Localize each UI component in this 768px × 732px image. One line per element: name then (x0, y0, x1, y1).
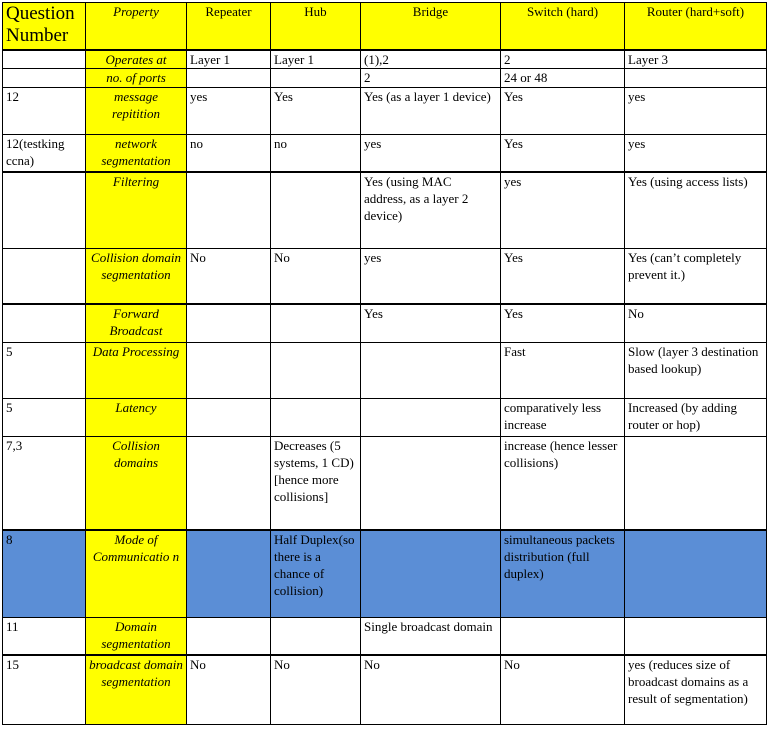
router-cell: Slow (layer 3 destination based lookup) (625, 342, 767, 398)
repeater-cell: no (187, 134, 271, 172)
question-number-cell (3, 50, 86, 69)
question-number-cell: 7,3 (3, 436, 86, 530)
router-cell: Yes (using access lists) (625, 172, 767, 248)
hub-cell: Layer 1 (271, 50, 361, 69)
switch-cell: Yes (501, 304, 625, 342)
bridge-cell (361, 530, 501, 617)
question-number-cell (3, 248, 86, 304)
repeater-cell: No (187, 655, 271, 724)
table-row (3, 87, 767, 134)
table-row (3, 134, 767, 172)
bridge-cell: Yes (as a layer 1 device) (361, 87, 501, 134)
hub-cell: Decreases (5 systems, 1 CD) [hence more collisions] (271, 436, 361, 530)
repeater-cell: Layer 1 (187, 50, 271, 69)
hub-cell (271, 398, 361, 436)
router-cell: Yes (can’t completely prevent it.) (625, 248, 767, 304)
property-cell: message repitition (86, 87, 187, 134)
header-repeater: Repeater (187, 3, 271, 50)
property-cell: no. of ports (86, 68, 187, 87)
bridge-cell (361, 342, 501, 398)
device-comparison-table (2, 2, 767, 725)
router-cell: yes (reduces size of broadcast domains as a result of segmentation) (625, 655, 767, 724)
repeater-cell (187, 304, 271, 342)
hub-cell (271, 617, 361, 655)
header-row (3, 3, 767, 50)
question-number-cell (3, 304, 86, 342)
hub-cell (271, 68, 361, 87)
repeater-cell: No (187, 248, 271, 304)
repeater-cell (187, 530, 271, 617)
router-cell (625, 617, 767, 655)
bridge-cell: yes (361, 134, 501, 172)
bridge-cell: No (361, 655, 501, 724)
hub-cell (271, 172, 361, 248)
hub-cell (271, 342, 361, 398)
property-cell: Operates at (86, 50, 187, 69)
switch-cell: comparatively less increase (501, 398, 625, 436)
router-cell (625, 436, 767, 530)
switch-cell: Fast (501, 342, 625, 398)
switch-cell (501, 617, 625, 655)
bridge-cell: yes (361, 248, 501, 304)
header-switch: Switch (hard) (501, 3, 625, 50)
hub-cell (271, 304, 361, 342)
hub-cell: No (271, 655, 361, 724)
switch-cell: 2 (501, 50, 625, 69)
switch-cell: 24 or 48 (501, 68, 625, 87)
property-cell: network segmentation (86, 134, 187, 172)
router-cell: Layer 3 (625, 50, 767, 69)
table-row (3, 342, 767, 398)
table-row (3, 436, 767, 530)
repeater-cell (187, 617, 271, 655)
bridge-cell (361, 398, 501, 436)
router-cell (625, 68, 767, 87)
hub-cell: no (271, 134, 361, 172)
bridge-cell: Yes (361, 304, 501, 342)
table-row (3, 304, 767, 342)
question-number-cell: 12 (3, 87, 86, 134)
property-cell: Collision domains (86, 436, 187, 530)
bridge-cell: (1),2 (361, 50, 501, 69)
repeater-cell (187, 172, 271, 248)
question-number-cell (3, 68, 86, 87)
question-number-cell: 11 (3, 617, 86, 655)
header-question-number: Question Number (3, 3, 86, 50)
table-row (3, 68, 767, 87)
question-number-cell: 5 (3, 398, 86, 436)
header-router: Router (hard+soft) (625, 3, 767, 50)
question-number-cell (3, 172, 86, 248)
hub-cell: No (271, 248, 361, 304)
property-cell: Collision domain segmentation (86, 248, 187, 304)
header-property: Property (86, 3, 187, 50)
header-hub: Hub (271, 3, 361, 50)
switch-cell: yes (501, 172, 625, 248)
question-number-cell: 5 (3, 342, 86, 398)
switch-cell: Yes (501, 87, 625, 134)
repeater-cell (187, 342, 271, 398)
repeater-cell: yes (187, 87, 271, 134)
switch-cell: Yes (501, 248, 625, 304)
property-cell: Data Processing (86, 342, 187, 398)
question-number-cell: 8 (3, 530, 86, 617)
router-cell: Increased (by adding router or hop) (625, 398, 767, 436)
router-cell: yes (625, 134, 767, 172)
hub-cell: Yes (271, 87, 361, 134)
bridge-cell (361, 436, 501, 530)
router-cell: No (625, 304, 767, 342)
table-row (3, 617, 767, 655)
switch-cell: simultaneous packets distribution (full duplex) (501, 530, 625, 617)
table-row (3, 248, 767, 304)
property-cell: Forward Broadcast (86, 304, 187, 342)
switch-cell: No (501, 655, 625, 724)
repeater-cell (187, 68, 271, 87)
repeater-cell (187, 398, 271, 436)
question-number-cell: 15 (3, 655, 86, 724)
hub-cell: Half Duplex(so there is a chance of collision) (271, 530, 361, 617)
property-cell: Latency (86, 398, 187, 436)
table-row-highlighted (3, 530, 767, 617)
table-row (3, 398, 767, 436)
table-row (3, 655, 767, 724)
bridge-cell: Single broadcast domain (361, 617, 501, 655)
router-cell: yes (625, 87, 767, 134)
repeater-cell (187, 436, 271, 530)
property-cell: Mode of Communicatio n (86, 530, 187, 617)
bridge-cell: Yes (using MAC address, as a layer 2 device) (361, 172, 501, 248)
bridge-cell: 2 (361, 68, 501, 87)
table-row (3, 172, 767, 248)
switch-cell: Yes (501, 134, 625, 172)
property-cell: broadcast domain segmentation (86, 655, 187, 724)
property-cell: Domain segmentation (86, 617, 187, 655)
table-row (3, 50, 767, 69)
switch-cell: increase (hence lesser collisions) (501, 436, 625, 530)
question-number-cell: 12(testking ccna) (3, 134, 86, 172)
property-cell: Filtering (86, 172, 187, 248)
router-cell (625, 530, 767, 617)
header-bridge: Bridge (361, 3, 501, 50)
